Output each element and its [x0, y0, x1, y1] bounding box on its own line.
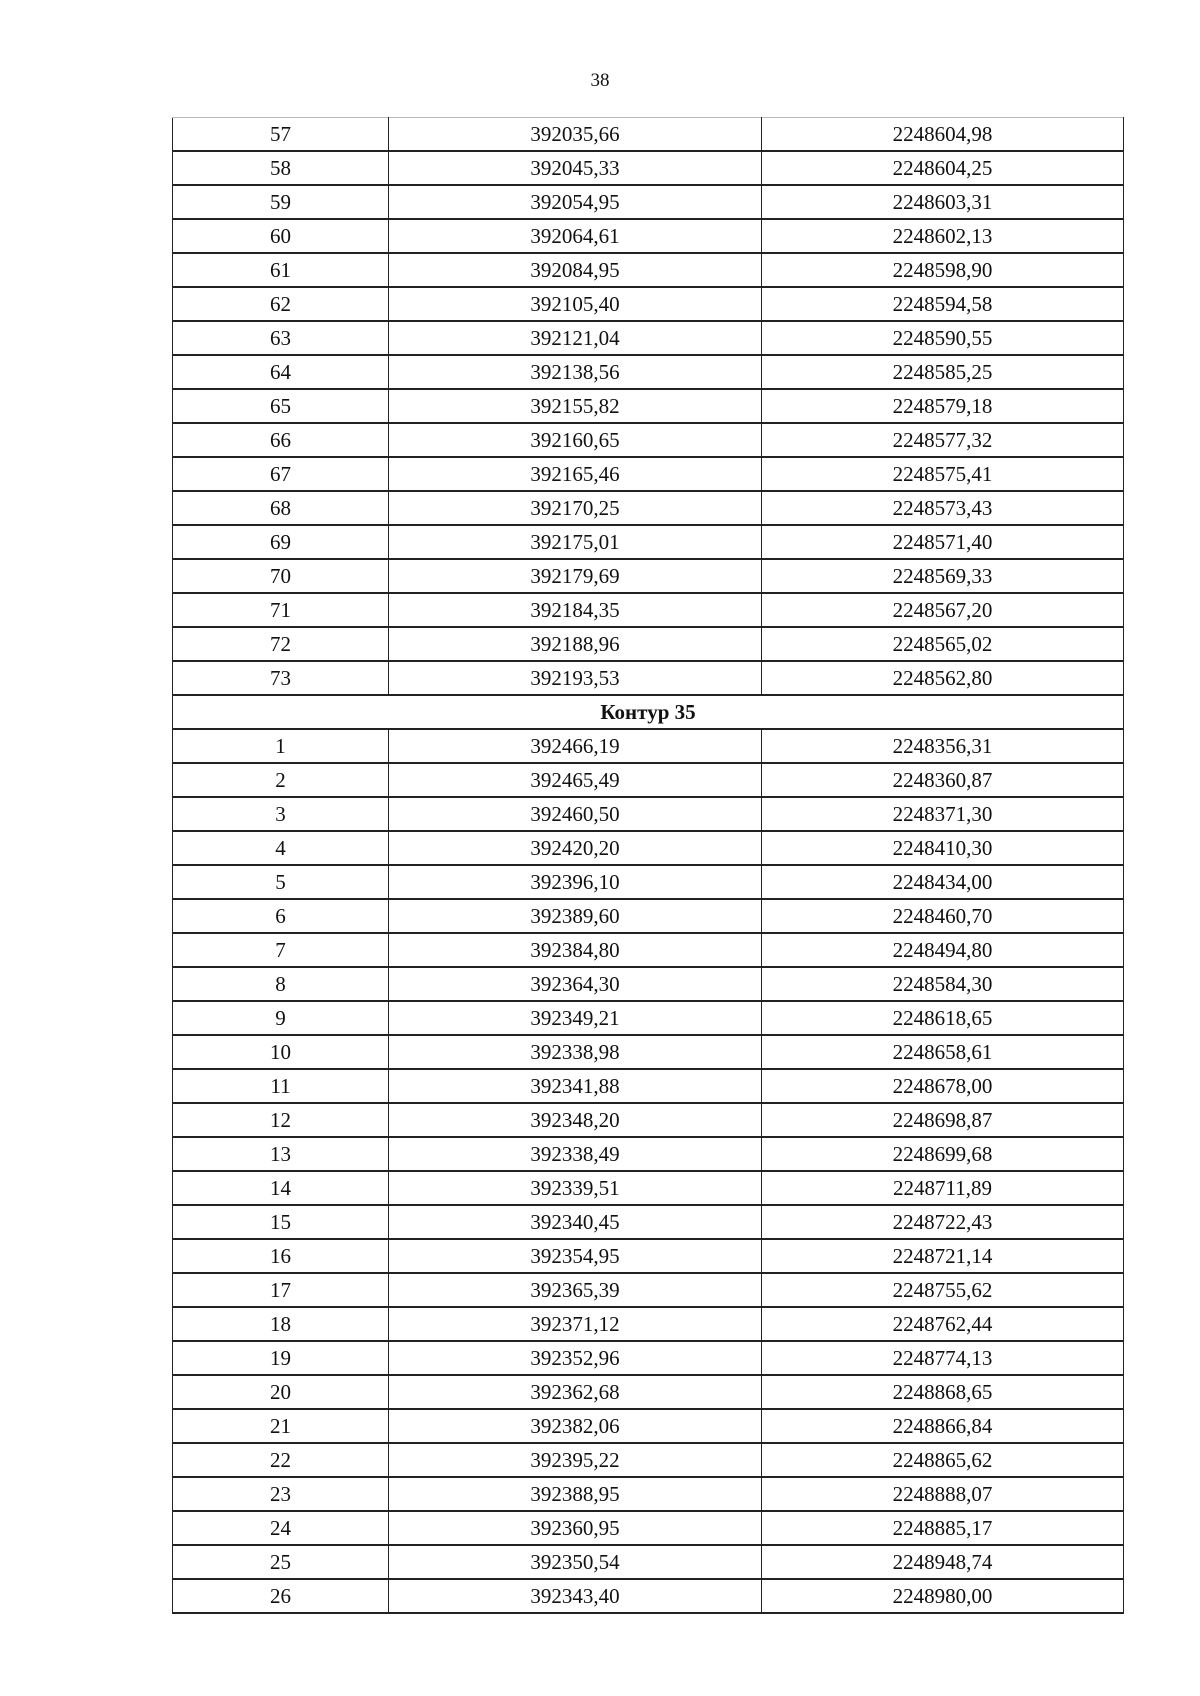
x-coordinate-cell: 392343,40: [389, 1579, 762, 1613]
x-coordinate-cell: 392362,68: [389, 1375, 762, 1409]
table-row: [173, 1137, 1124, 1171]
x-coordinate-cell: 392138,56: [389, 355, 762, 389]
point-number-cell: 15: [173, 1205, 389, 1239]
y-coordinate-cell: 2248579,18: [762, 389, 1124, 423]
table-row: [173, 118, 1124, 152]
table-body-before-section: [173, 118, 1124, 696]
y-coordinate-cell: 2248711,89: [762, 1171, 1124, 1205]
x-coordinate-cell: 392064,61: [389, 219, 762, 253]
x-coordinate-cell: 392084,95: [389, 253, 762, 287]
point-number-cell: 68: [173, 491, 389, 525]
x-coordinate-cell: 392184,35: [389, 593, 762, 627]
point-number-cell: 13: [173, 1137, 389, 1171]
y-coordinate-cell: 2248755,62: [762, 1273, 1124, 1307]
x-coordinate-cell: 392396,10: [389, 865, 762, 899]
table-row: [173, 1171, 1124, 1205]
point-number-cell: 69: [173, 525, 389, 559]
y-coordinate-cell: 2248618,65: [762, 1001, 1124, 1035]
x-coordinate-cell: 392035,66: [389, 118, 762, 152]
point-number-cell: 7: [173, 933, 389, 967]
y-coordinate-cell: 2248571,40: [762, 525, 1124, 559]
x-coordinate-cell: 392352,96: [389, 1341, 762, 1375]
section-header: [173, 695, 1124, 729]
point-number-cell: 59: [173, 185, 389, 219]
x-coordinate-cell: 392175,01: [389, 525, 762, 559]
point-number-cell: 6: [173, 899, 389, 933]
table-row: [173, 287, 1124, 321]
y-coordinate-cell: 2248865,62: [762, 1443, 1124, 1477]
x-coordinate-cell: 392460,50: [389, 797, 762, 831]
point-number-cell: 3: [173, 797, 389, 831]
x-coordinate-cell: 392338,49: [389, 1137, 762, 1171]
y-coordinate-cell: 2248762,44: [762, 1307, 1124, 1341]
y-coordinate-cell: 2248866,84: [762, 1409, 1124, 1443]
x-coordinate-cell: 392121,04: [389, 321, 762, 355]
table-row: [173, 1205, 1124, 1239]
y-coordinate-cell: 2248885,17: [762, 1511, 1124, 1545]
point-number-cell: 65: [173, 389, 389, 423]
table-row: [173, 423, 1124, 457]
table-body-after-section: [173, 729, 1124, 1613]
table-row: [173, 967, 1124, 1001]
point-number-cell: 18: [173, 1307, 389, 1341]
point-number-cell: 26: [173, 1579, 389, 1613]
y-coordinate-cell: 2248722,43: [762, 1205, 1124, 1239]
y-coordinate-cell: 2248562,80: [762, 661, 1124, 695]
x-coordinate-cell: 392388,95: [389, 1477, 762, 1511]
table-row: [173, 1239, 1124, 1273]
table-row: [173, 729, 1124, 763]
x-coordinate-cell: 392165,46: [389, 457, 762, 491]
y-coordinate-cell: 2248434,00: [762, 865, 1124, 899]
table-row: [173, 525, 1124, 559]
y-coordinate-cell: 2248565,02: [762, 627, 1124, 661]
table-row: [173, 831, 1124, 865]
y-coordinate-cell: 2248577,32: [762, 423, 1124, 457]
y-coordinate-cell: 2248598,90: [762, 253, 1124, 287]
table-row: [173, 797, 1124, 831]
x-coordinate-cell: 392466,19: [389, 729, 762, 763]
x-coordinate-cell: 392371,12: [389, 1307, 762, 1341]
point-number-cell: 8: [173, 967, 389, 1001]
table-row: [173, 1069, 1124, 1103]
table-row: [173, 1035, 1124, 1069]
point-number-cell: 16: [173, 1239, 389, 1273]
point-number-cell: 60: [173, 219, 389, 253]
table-row: [173, 355, 1124, 389]
y-coordinate-cell: 2248774,13: [762, 1341, 1124, 1375]
x-coordinate-cell: 392045,33: [389, 151, 762, 185]
y-coordinate-cell: 2248360,87: [762, 763, 1124, 797]
point-number-cell: 61: [173, 253, 389, 287]
point-number-cell: 57: [173, 118, 389, 152]
y-coordinate-cell: 2248698,87: [762, 1103, 1124, 1137]
y-coordinate-cell: 2248594,58: [762, 287, 1124, 321]
table-row: [173, 151, 1124, 185]
table-row: [173, 185, 1124, 219]
x-coordinate-cell: 392339,51: [389, 1171, 762, 1205]
x-coordinate-cell: 392179,69: [389, 559, 762, 593]
section-row: [173, 695, 1124, 729]
point-number-cell: 20: [173, 1375, 389, 1409]
table-row: [173, 559, 1124, 593]
y-coordinate-cell: 2248602,13: [762, 219, 1124, 253]
x-coordinate-cell: 392338,98: [389, 1035, 762, 1069]
section-title: Контур 35: [173, 695, 1124, 729]
point-number-cell: 22: [173, 1443, 389, 1477]
y-coordinate-cell: 2248494,80: [762, 933, 1124, 967]
point-number-cell: 72: [173, 627, 389, 661]
point-number-cell: 12: [173, 1103, 389, 1137]
y-coordinate-cell: 2248604,25: [762, 151, 1124, 185]
table-row: [173, 1545, 1124, 1579]
table-row: [173, 933, 1124, 967]
x-coordinate-cell: 392384,80: [389, 933, 762, 967]
x-coordinate-cell: 392155,82: [389, 389, 762, 423]
x-coordinate-cell: 392365,39: [389, 1273, 762, 1307]
x-coordinate-cell: 392420,20: [389, 831, 762, 865]
table-row: [173, 321, 1124, 355]
y-coordinate-cell: 2248604,98: [762, 118, 1124, 152]
point-number-cell: 66: [173, 423, 389, 457]
point-number-cell: 9: [173, 1001, 389, 1035]
point-number-cell: 25: [173, 1545, 389, 1579]
point-number-cell: 70: [173, 559, 389, 593]
y-coordinate-cell: 2248603,31: [762, 185, 1124, 219]
table-row: [173, 1103, 1124, 1137]
point-number-cell: 1: [173, 729, 389, 763]
x-coordinate-cell: 392054,95: [389, 185, 762, 219]
point-number-cell: 73: [173, 661, 389, 695]
x-coordinate-cell: 392348,20: [389, 1103, 762, 1137]
point-number-cell: 67: [173, 457, 389, 491]
y-coordinate-cell: 2248460,70: [762, 899, 1124, 933]
x-coordinate-cell: 392341,88: [389, 1069, 762, 1103]
x-coordinate-cell: 392389,60: [389, 899, 762, 933]
table-row: [173, 389, 1124, 423]
y-coordinate-cell: 2248410,30: [762, 831, 1124, 865]
y-coordinate-cell: 2248590,55: [762, 321, 1124, 355]
table-row: [173, 1443, 1124, 1477]
x-coordinate-cell: 392360,95: [389, 1511, 762, 1545]
table-row: [173, 1001, 1124, 1035]
x-coordinate-cell: 392188,96: [389, 627, 762, 661]
x-coordinate-cell: 392350,54: [389, 1545, 762, 1579]
y-coordinate-cell: 2248567,20: [762, 593, 1124, 627]
x-coordinate-cell: 392105,40: [389, 287, 762, 321]
x-coordinate-cell: 392340,45: [389, 1205, 762, 1239]
table-row: [173, 627, 1124, 661]
table-row: [173, 1409, 1124, 1443]
point-number-cell: 4: [173, 831, 389, 865]
table-row: [173, 763, 1124, 797]
y-coordinate-cell: 2248721,14: [762, 1239, 1124, 1273]
point-number-cell: 10: [173, 1035, 389, 1069]
point-number-cell: 2: [173, 763, 389, 797]
table-row: [173, 661, 1124, 695]
y-coordinate-cell: 2248868,65: [762, 1375, 1124, 1409]
point-number-cell: 11: [173, 1069, 389, 1103]
y-coordinate-cell: 2248575,41: [762, 457, 1124, 491]
table-row: [173, 865, 1124, 899]
point-number-cell: 71: [173, 593, 389, 627]
table-row: [173, 1307, 1124, 1341]
coordinates-table: [172, 117, 1124, 1614]
x-coordinate-cell: 392193,53: [389, 661, 762, 695]
x-coordinate-cell: 392364,30: [389, 967, 762, 1001]
table-row: [173, 1477, 1124, 1511]
table-row: [173, 1341, 1124, 1375]
point-number-cell: 5: [173, 865, 389, 899]
x-coordinate-cell: 392354,95: [389, 1239, 762, 1273]
y-coordinate-cell: 2248569,33: [762, 559, 1124, 593]
point-number-cell: 62: [173, 287, 389, 321]
y-coordinate-cell: 2248980,00: [762, 1579, 1124, 1613]
x-coordinate-cell: 392395,22: [389, 1443, 762, 1477]
point-number-cell: 64: [173, 355, 389, 389]
x-coordinate-cell: 392349,21: [389, 1001, 762, 1035]
point-number-cell: 21: [173, 1409, 389, 1443]
table-row: [173, 1579, 1124, 1613]
x-coordinate-cell: 392465,49: [389, 763, 762, 797]
table-row: [173, 899, 1124, 933]
page-number: 38: [590, 70, 610, 91]
point-number-cell: 17: [173, 1273, 389, 1307]
x-coordinate-cell: 392170,25: [389, 491, 762, 525]
table-row: [173, 1273, 1124, 1307]
y-coordinate-cell: 2248948,74: [762, 1545, 1124, 1579]
y-coordinate-cell: 2248699,68: [762, 1137, 1124, 1171]
y-coordinate-cell: 2248371,30: [762, 797, 1124, 831]
point-number-cell: 23: [173, 1477, 389, 1511]
y-coordinate-cell: 2248584,30: [762, 967, 1124, 1001]
table-row: [173, 1375, 1124, 1409]
x-coordinate-cell: 392382,06: [389, 1409, 762, 1443]
table-row: [173, 219, 1124, 253]
table-row: [173, 491, 1124, 525]
point-number-cell: 14: [173, 1171, 389, 1205]
y-coordinate-cell: 2248356,31: [762, 729, 1124, 763]
point-number-cell: 19: [173, 1341, 389, 1375]
y-coordinate-cell: 2248585,25: [762, 355, 1124, 389]
x-coordinate-cell: 392160,65: [389, 423, 762, 457]
table-row: [173, 1511, 1124, 1545]
y-coordinate-cell: 2248573,43: [762, 491, 1124, 525]
point-number-cell: 24: [173, 1511, 389, 1545]
table-row: [173, 593, 1124, 627]
y-coordinate-cell: 2248678,00: [762, 1069, 1124, 1103]
point-number-cell: 58: [173, 151, 389, 185]
point-number-cell: 63: [173, 321, 389, 355]
table-row: [173, 457, 1124, 491]
y-coordinate-cell: 2248658,61: [762, 1035, 1124, 1069]
table-row: [173, 253, 1124, 287]
y-coordinate-cell: 2248888,07: [762, 1477, 1124, 1511]
